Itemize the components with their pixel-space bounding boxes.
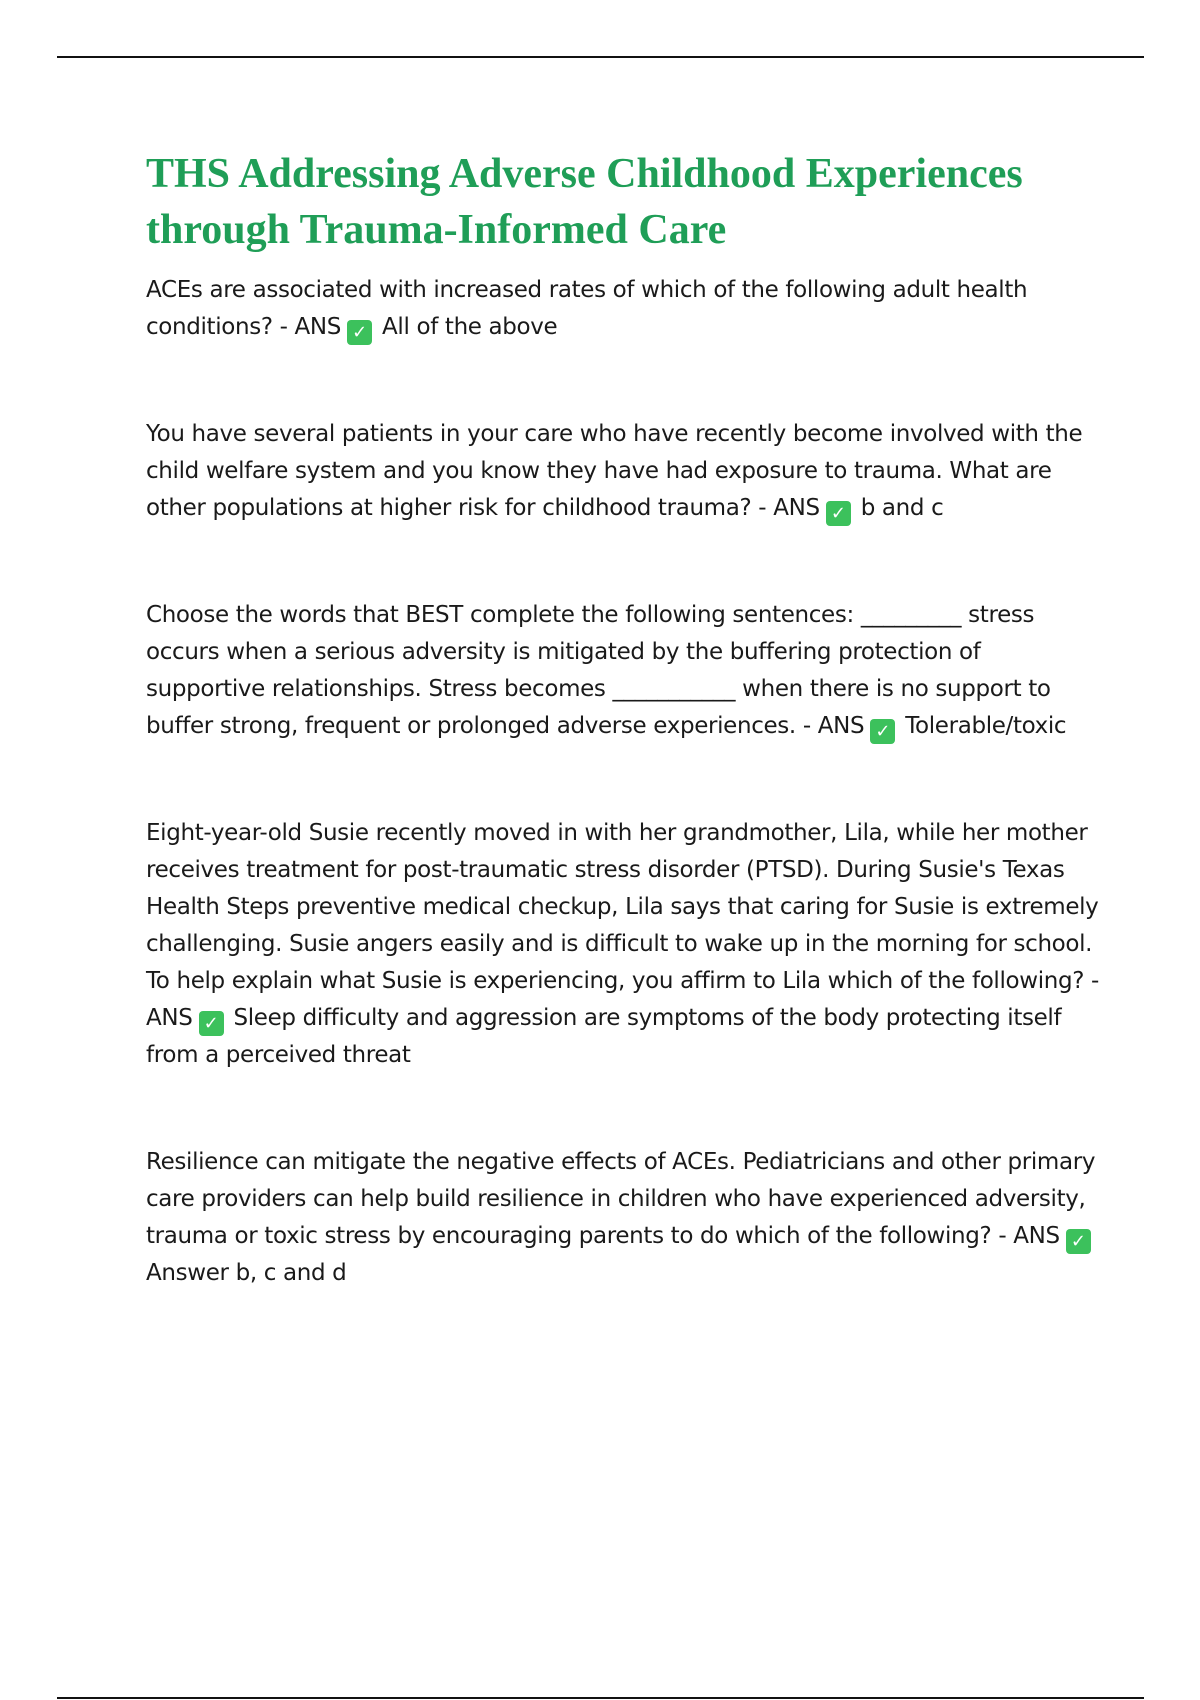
- check-mark-icon: ✓: [347, 320, 372, 345]
- top-rule: [57, 56, 1144, 58]
- answer-text: Tolerable/toxic: [905, 713, 1067, 739]
- answer-text: Answer b, c and d: [146, 1260, 347, 1286]
- check-mark-icon: ✓: [199, 1011, 224, 1036]
- answer-text: b and c: [860, 495, 944, 521]
- answer-text: All of the above: [382, 314, 558, 340]
- check-mark-icon: ✓: [870, 719, 895, 744]
- document-body: [146, 146, 1101, 1292]
- bottom-rule: [57, 1697, 1144, 1699]
- question-text: ACEs are associated with increased rates of which of the following adult health conditions? - ANS: [146, 277, 1028, 340]
- question-text: Eight-year-old Susie recently moved in with her grandmother, Lila, while her mother receives treatment for post-traumatic stress disorder (PTSD). During Susie's Texas Health Steps preventive medical checkup, Lila says that caring for Susie is extremely challenging. Susie angers easily and is difficult to wake up in the morning for school. To help explain what Susie is experiencing, you affirm to Lila which of the following? - ANS: [146, 820, 1099, 1031]
- qa-item: [146, 272, 1101, 346]
- question-text: Choose the words that BEST complete the following sentences: _________ stress occurs when a serious adversity is mitigated by the buffering protection of supportive relationships. Stress becomes ___________ when there is no support to buffer strong, frequent or prolonged adverse experiences. - ANS: [146, 602, 1051, 739]
- qa-item: [146, 597, 1101, 745]
- answer-text: Sleep difficulty and aggression are symptoms of the body protecting itself from a perceived threat: [146, 1005, 1062, 1068]
- qa-item: [146, 416, 1101, 527]
- question-text: Resilience can mitigate the negative effects of ACEs. Pediatricians and other primary care providers can help build resilience in children who have experienced adversity, trauma or toxic stress by encouraging parents to do which of the following? - ANS: [146, 1149, 1096, 1249]
- check-mark-icon: ✓: [826, 501, 851, 526]
- check-mark-icon: ✓: [1066, 1229, 1091, 1254]
- question-text: You have several patients in your care who have recently become involved with the child welfare system and you know they have had exposure to trauma. What are other populations at higher risk for childhood trauma? - ANS: [146, 421, 1083, 521]
- qa-item: [146, 815, 1101, 1074]
- document-title: THS Addressing Adverse Childhood Experiences through Trauma-Informed Care: [146, 151, 1023, 253]
- qa-item: [146, 1144, 1101, 1292]
